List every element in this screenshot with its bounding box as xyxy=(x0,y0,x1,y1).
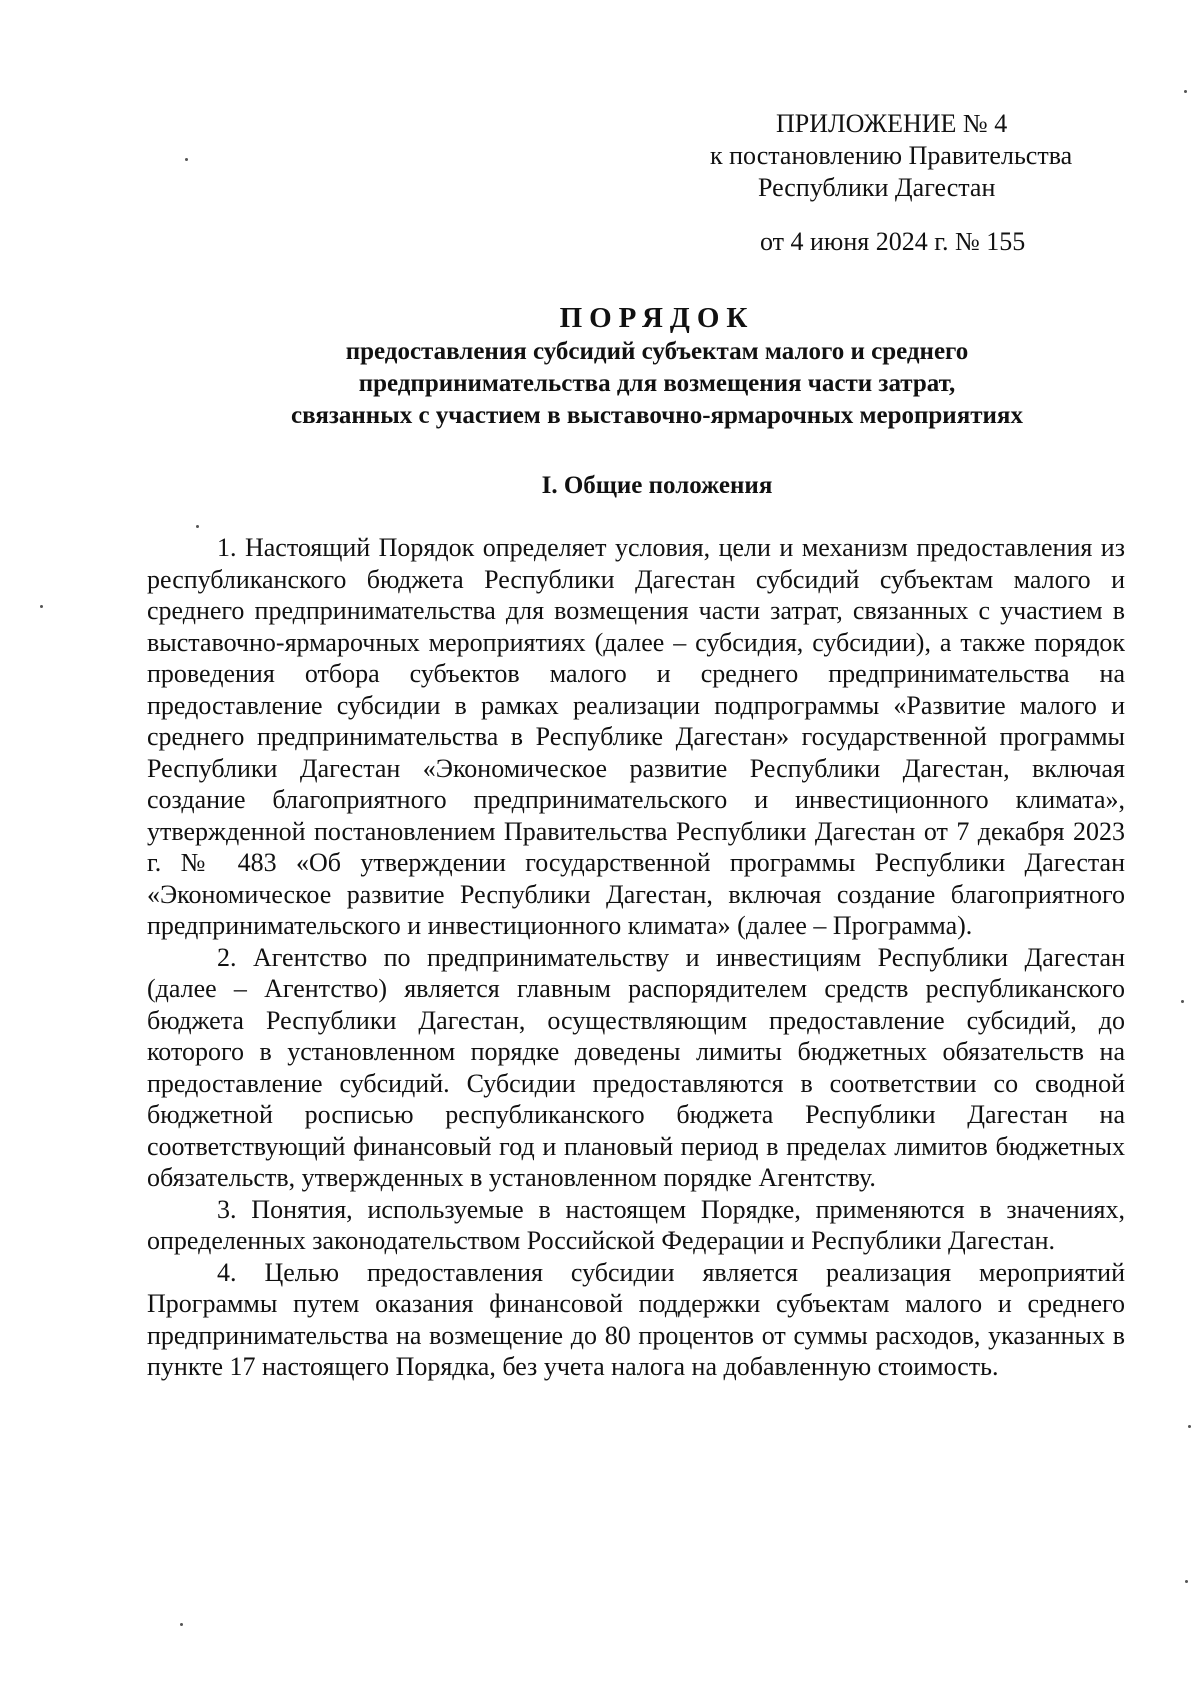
scan-speck xyxy=(196,525,199,528)
approval-block xyxy=(660,108,1120,258)
title-subtitle-line-1: предоставления субсидий субъектам малого и среднего xyxy=(345,338,969,365)
scan-speck xyxy=(1181,1000,1184,1003)
title-main: ПОРЯДОК xyxy=(559,302,755,334)
approval-date-number: от 4 июня 2024 г. № 155 xyxy=(760,227,1026,256)
paragraph-1: 1. Настоящий Порядок определяет условия, цели и механизм предоставления из республиканского бюджета Республики Дагестан субсидий субъектам малого и среднего предпринимательства для возмещения части затрат, связанных с участием в выставочно-ярмарочных мероприятиях (далее – субсидия, субсидии), а также порядок проведения отбора субъектов малого и среднего предпринимательства на предоставление субсидии в рамках реализации подпрограммы «Развитие малого и среднего предпринимательства в Республике Дагестан» государственной программы Республики Дагестан «Экономическое развитие Республики Дагестан, включая создание благоприятного предпринимательского и инвестиционного климата», утвержденной постановлением Правительства Республики Дагестан от 7 декабря 2023 г. № 483 «Об утверждении государственной программы Республики Дагестан «Экономическое развитие Республики Дагестан, включая создание благоприятного предпринимательского и инвестиционного климата» (далее – Программа). xyxy=(147,533,1125,940)
paragraph-4: 4. Целью предоставления субсидии является реализация мероприятий Программы путем оказания финансовой поддержки субъектам малого и среднего предпринимательства на возмещение до 80 процентов от суммы расходов, указанных в пункте 17 настоящего Порядка, без учета налога на добавленную стоимость. xyxy=(147,1257,1125,1381)
approval-appendix-number: ПРИЛОЖЕНИЕ № 4 xyxy=(776,109,1008,138)
scan-speck xyxy=(1188,1425,1191,1428)
approval-republic: Республики Дагестан xyxy=(758,173,996,202)
paragraph-2: 2. Агентство по предпринимательству и инвестициям Республики Дагестан (далее – Агентство) является главным распорядителем средств республиканского бюджета Республики Дагестан, осуществляющим предоставление субсидий, до которого в установленном порядке доведены лимиты бюджетных обязательств на предоставление субсидий. Субсидии предоставляются в соответствии со сводной бюджетной росписью республиканского бюджета Республики Дагестан на соответствующий финансовый год и плановый период в пределах лимитов бюджетных обязательств, утвержденных в установленном порядке Агентству. xyxy=(147,942,1125,1192)
document-title xyxy=(100,300,1180,432)
scan-speck xyxy=(180,1623,183,1626)
title-subtitle xyxy=(100,336,1180,432)
approval-resolution-ref: к постановлению Правительства xyxy=(710,141,1073,170)
title-subtitle-line-3: связанных с участием в выставочно-ярмарочных мероприятиях xyxy=(291,402,1023,429)
title-subtitle-line-2: предпринимательства для возмещения части затрат, xyxy=(358,370,956,397)
scan-speck xyxy=(185,158,188,161)
scan-speck xyxy=(40,605,43,608)
scan-speck xyxy=(1184,90,1187,93)
scan-speck xyxy=(1185,1580,1188,1583)
body-text xyxy=(147,532,1125,1383)
paragraph-3: 3. Понятия, используемые в настоящем Порядке, применяются в значениях, определенных законодательством Российской Федерации и Республики Дагестан. xyxy=(147,1194,1125,1255)
section-heading: I. Общие положения xyxy=(541,472,773,499)
